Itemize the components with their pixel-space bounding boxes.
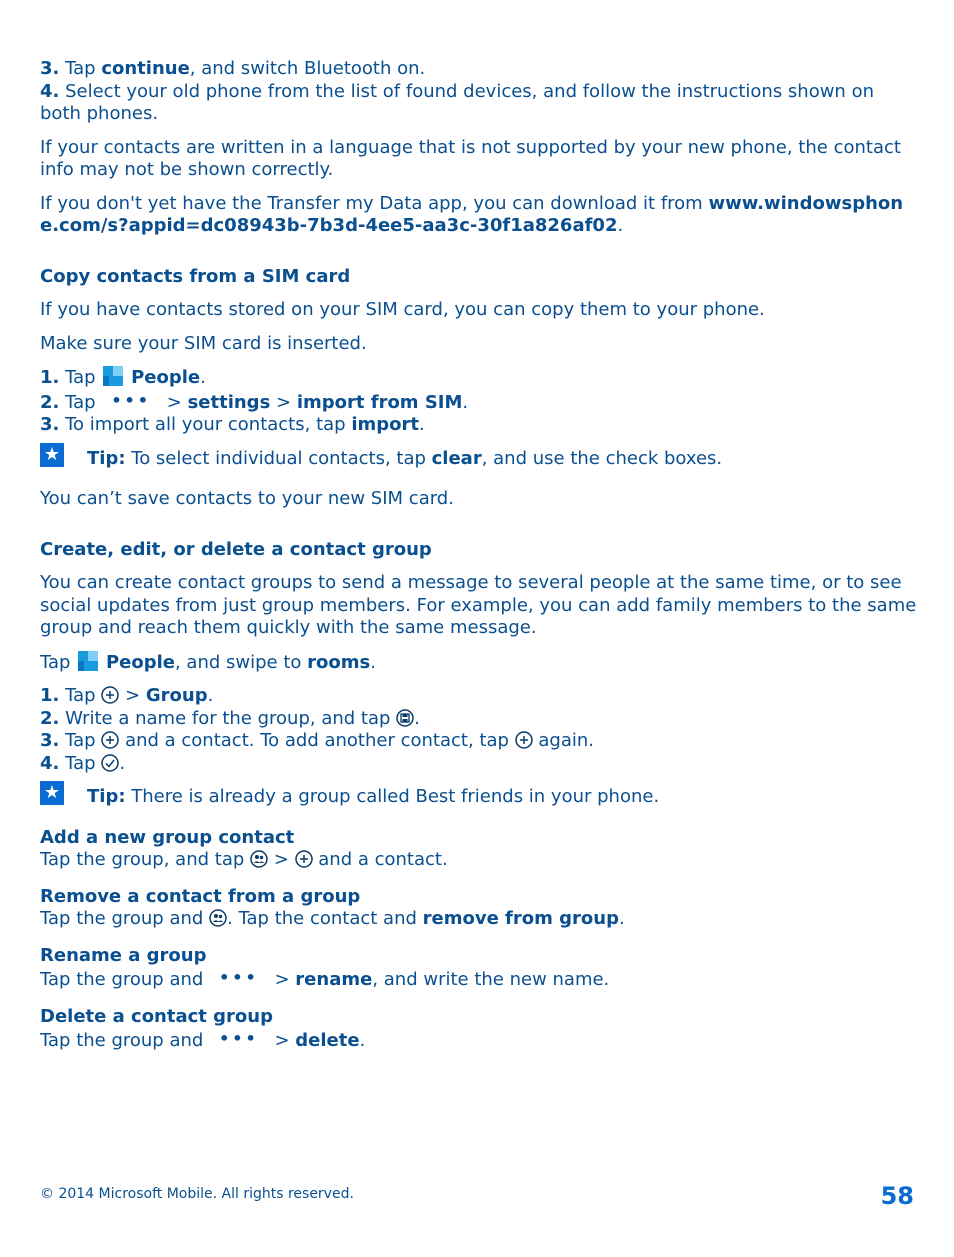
step-text: . xyxy=(119,752,126,774)
tip-sim xyxy=(40,443,920,471)
step-text: Tap xyxy=(65,685,96,706)
step-text: Tap xyxy=(65,752,96,774)
sim-step-2 xyxy=(40,390,920,415)
step-text: . xyxy=(618,908,625,929)
rename-group-text xyxy=(40,967,920,992)
step-number: 1. xyxy=(40,685,60,706)
step-text: again. xyxy=(538,730,595,751)
paragraph-sim-2: Make sure your SIM card is inserted. xyxy=(40,332,367,354)
step-text: . xyxy=(359,1030,366,1051)
step-text: and a contact. To add another contact, tap xyxy=(125,730,509,751)
heading-delete-group: Delete a contact group xyxy=(40,1005,273,1027)
sim-step-1 xyxy=(40,366,920,390)
add-icon xyxy=(101,686,119,704)
step-text: Tap the group and xyxy=(40,1030,204,1051)
step-text: Tap xyxy=(65,367,96,388)
tip-group xyxy=(40,782,920,809)
heading-add-group-contact: Add a new group contact xyxy=(40,826,295,848)
people-tile-icon xyxy=(78,651,98,671)
step-text: Tap the group and xyxy=(40,969,204,990)
group-step-4 xyxy=(40,753,920,776)
step-text: , and switch Bluetooth on. xyxy=(189,58,426,79)
step-text: . xyxy=(462,391,469,413)
step-text: Tap xyxy=(65,58,102,79)
paragraph-download xyxy=(40,193,920,238)
step-text: > xyxy=(274,969,296,990)
members-icon xyxy=(250,850,268,868)
people-label: People xyxy=(105,651,175,673)
people-tile-icon xyxy=(103,366,123,386)
remove-contact-text xyxy=(40,908,920,931)
step-text: > xyxy=(270,391,297,413)
paragraph-sim-3: You can’t save contacts to your new SIM card. xyxy=(40,488,454,509)
sim-step-3 xyxy=(40,414,920,437)
paragraph-language: If your contacts are written in a language that is not supported by your new phone, the contact info may not be shown correctly. xyxy=(40,136,901,180)
people-label: People xyxy=(131,367,201,388)
step-text: , and swipe to xyxy=(174,651,308,673)
star-icon: ★ xyxy=(40,781,64,805)
add-icon xyxy=(101,731,119,749)
add-icon xyxy=(515,731,533,749)
step-number: 1. xyxy=(40,367,60,388)
group-tap-people xyxy=(40,651,920,675)
add-icon xyxy=(295,850,313,868)
download-text: If you don't yet have the Transfer my Data app, you can download it from xyxy=(40,192,709,214)
step-4-select-phone xyxy=(40,81,920,126)
tip-label: Tip: xyxy=(87,786,126,807)
step-text: > xyxy=(268,849,295,870)
import-label: import xyxy=(351,414,419,435)
footer-copyright: © 2014 Microsoft Mobile. All rights reserved. xyxy=(40,1186,354,1202)
step-text: . xyxy=(200,367,206,388)
step-text: > xyxy=(119,685,146,706)
step-text: Tap the group and xyxy=(40,908,204,929)
step-number: 3. xyxy=(40,58,60,79)
paragraph-group-1: You can create contact groups to send a message to several people at the same time, or to see social updates from just group members. For example, you can add family members to the same group and reach them quickly with the same message. xyxy=(40,572,917,638)
step-number: 3. xyxy=(40,730,60,751)
check-icon xyxy=(101,754,119,772)
save-icon xyxy=(396,709,414,727)
step-text: > xyxy=(274,1030,296,1051)
step-text: Write a name for the group, and tap xyxy=(65,707,391,729)
import-from-sim-label: import from SIM xyxy=(296,391,463,413)
step-text: Tap xyxy=(65,391,96,413)
step-number: 4. xyxy=(40,752,60,774)
tip-text: , and use the check boxes. xyxy=(481,447,723,469)
step-text: . xyxy=(370,651,376,673)
delete-label: delete xyxy=(295,1030,360,1051)
tip-label: Tip: xyxy=(87,447,126,469)
page-number: 58 xyxy=(880,1182,914,1210)
members-icon xyxy=(209,909,227,927)
step-text: Tap xyxy=(65,730,96,751)
group-label: Group xyxy=(145,685,208,706)
step-text: . Tap the contact and xyxy=(227,908,423,929)
star-icon: ★ xyxy=(40,443,64,467)
step-3-bluetooth xyxy=(40,58,920,81)
page-content xyxy=(40,58,920,1053)
step-text: and a contact. xyxy=(318,849,448,870)
download-end: . xyxy=(617,215,624,236)
step-text: > xyxy=(166,391,188,413)
delete-group-text xyxy=(40,1028,920,1053)
add-group-contact-text xyxy=(40,849,920,872)
step-text: Select your old phone from the list of found devices, and follow the instructions shown on both phones. xyxy=(40,80,874,124)
heading-rename-group: Rename a group xyxy=(40,944,207,966)
step-number: 2. xyxy=(40,391,60,413)
step-text: . xyxy=(418,414,425,435)
clear-label: clear xyxy=(431,447,482,469)
rename-label: rename xyxy=(295,969,373,990)
step-text: To import all your contacts, tap xyxy=(65,414,352,435)
heading-copy-sim: Copy contacts from a SIM card xyxy=(40,265,351,287)
step-number: 4. xyxy=(40,80,60,102)
tip-text: There is already a group called Best friends in your phone. xyxy=(125,786,660,807)
heading-contact-group: Create, edit, or delete a contact group xyxy=(40,538,432,560)
tip-text: To select individual contacts, tap xyxy=(125,447,432,469)
step-text: , and write the new name. xyxy=(372,969,610,990)
heading-remove-contact: Remove a contact from a group xyxy=(40,885,361,907)
rooms-label: rooms xyxy=(307,651,371,673)
step-text: . xyxy=(414,707,420,729)
more-dots-icon: ••• xyxy=(219,968,259,987)
step-number: 2. xyxy=(40,707,60,729)
more-dots-icon: ••• xyxy=(219,1029,259,1048)
step-number: 3. xyxy=(40,414,60,435)
group-step-1 xyxy=(40,685,920,708)
step-text: Tap the group, and tap xyxy=(40,849,245,870)
download-link[interactable]: www.windowsphone.com/s?appid=dc08943b-7b3d-4ee5-aa3c-30f1a826af02 xyxy=(40,192,904,236)
group-step-2 xyxy=(40,708,920,731)
paragraph-sim-1: If you have contacts stored on your SIM card, you can copy them to your phone. xyxy=(40,299,765,320)
group-step-3 xyxy=(40,730,920,753)
more-dots-icon: ••• xyxy=(111,390,152,410)
settings-label: settings xyxy=(187,391,271,413)
step-text: Tap xyxy=(40,651,71,673)
continue-label: continue xyxy=(101,58,190,79)
remove-from-group-label: remove from group xyxy=(422,908,619,929)
step-text: . xyxy=(207,685,214,706)
